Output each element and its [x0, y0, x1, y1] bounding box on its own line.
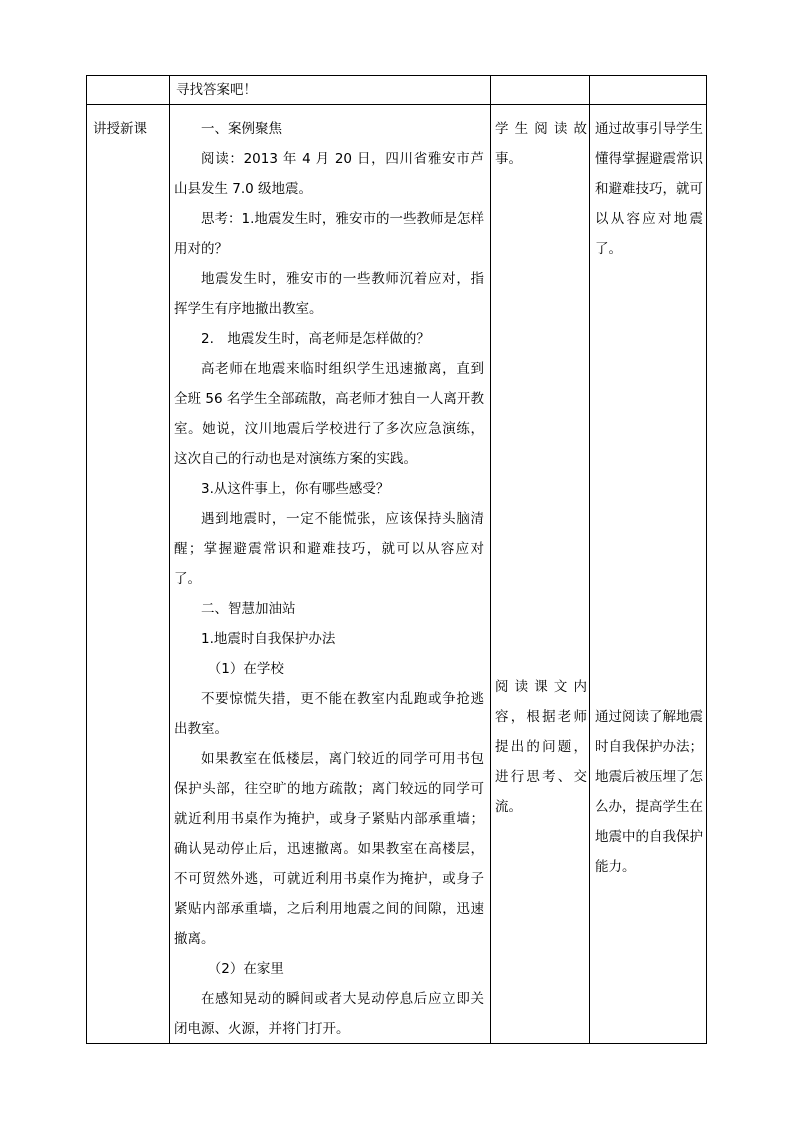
teaching-content: [174, 114, 484, 1044]
content-question: 思考：1.地震发生时，雅安市的一些教师是怎样用对的？: [174, 211, 484, 257]
content-paragraph: 在感知晃动的瞬间或者大晃动停息后应立即关闭电源、火源，并将门打开。: [174, 991, 484, 1037]
design-intent-text: 通过故事引导学生懂得掌握避震常识和避难技巧，就可以从容应对地震了。: [595, 121, 703, 257]
content-subheading-home: （2）在家里: [207, 961, 284, 977]
content-question: 2. 地震发生时，高老师是怎样做的？: [201, 331, 430, 347]
content-paragraph: 地震发生时，雅安市的一些教师沉着应对，指挥学生有序地撤出教室。: [174, 271, 484, 317]
row-divider: [87, 104, 706, 105]
content-paragraph: 高老师在地震来临时组织学生迅速撤离，直到全班 56 名学生全部疏散，高老师才独自一人离开教室。她说，汶川地震后学校进行了多次应急演练，这次自己的行动也是对演练方案的实践。: [174, 361, 484, 467]
header-row-content: 寻找答案吧！: [176, 82, 257, 98]
student-activity: [495, 114, 587, 174]
design-intent: [595, 702, 703, 882]
content-question: 3.从这件事上，你有哪些感受？: [201, 481, 390, 497]
student-activity-text: 阅读课文内容，根据老师提出的问题，进行思考、交流。: [495, 679, 587, 815]
column-divider: [169, 76, 170, 1043]
student-activity-text: 学生阅读故事。: [495, 121, 587, 167]
student-activity: [495, 672, 587, 822]
content-paragraph: 如果教室在低楼层，离门较近的同学可用书包保护头部，往空旷的地方疏散；离门较远的同学可就近利用书桌作为掩护，或身子紧贴内部承重墙；确认晃动停止后，迅速撤离。如果教室在高楼层，不可贸然外逃，可就近利用书桌作为掩护，或身子紧贴内部承重墙，之后利用地震之间的间隙，迅速撤离。: [174, 751, 484, 947]
content-paragraph: 不要惊慌失措，更不能在教室内乱跑或争抢逃出教室。: [174, 691, 484, 737]
design-intent-text: 通过阅读了解地震时自我保护办法；地震后被压埋了怎么办，提高学生在地震中的自我保护能力。: [595, 709, 703, 875]
design-intent: [595, 114, 703, 264]
section-label: 讲授新课: [93, 121, 147, 137]
content-paragraph: 阅读：2013 年 4 月 20 日，四川省雅安市芦山县发生 7.0 级地震。: [174, 151, 484, 197]
content-heading-wisdom: 二、智慧加油站: [201, 601, 296, 617]
column-divider: [490, 76, 491, 1043]
content-subheading: 1.地震时自我保护办法: [201, 631, 336, 647]
content-heading-case: 一、案例聚焦: [201, 121, 282, 137]
content-subheading-school: （1）在学校: [207, 661, 284, 677]
column-divider: [589, 76, 590, 1043]
content-paragraph: 遇到地震时，一定不能慌张，应该保持头脑清醒；掌握避震常识和避难技巧，就可以从容应对了。: [174, 511, 484, 587]
lesson-plan-table: [86, 75, 707, 1044]
